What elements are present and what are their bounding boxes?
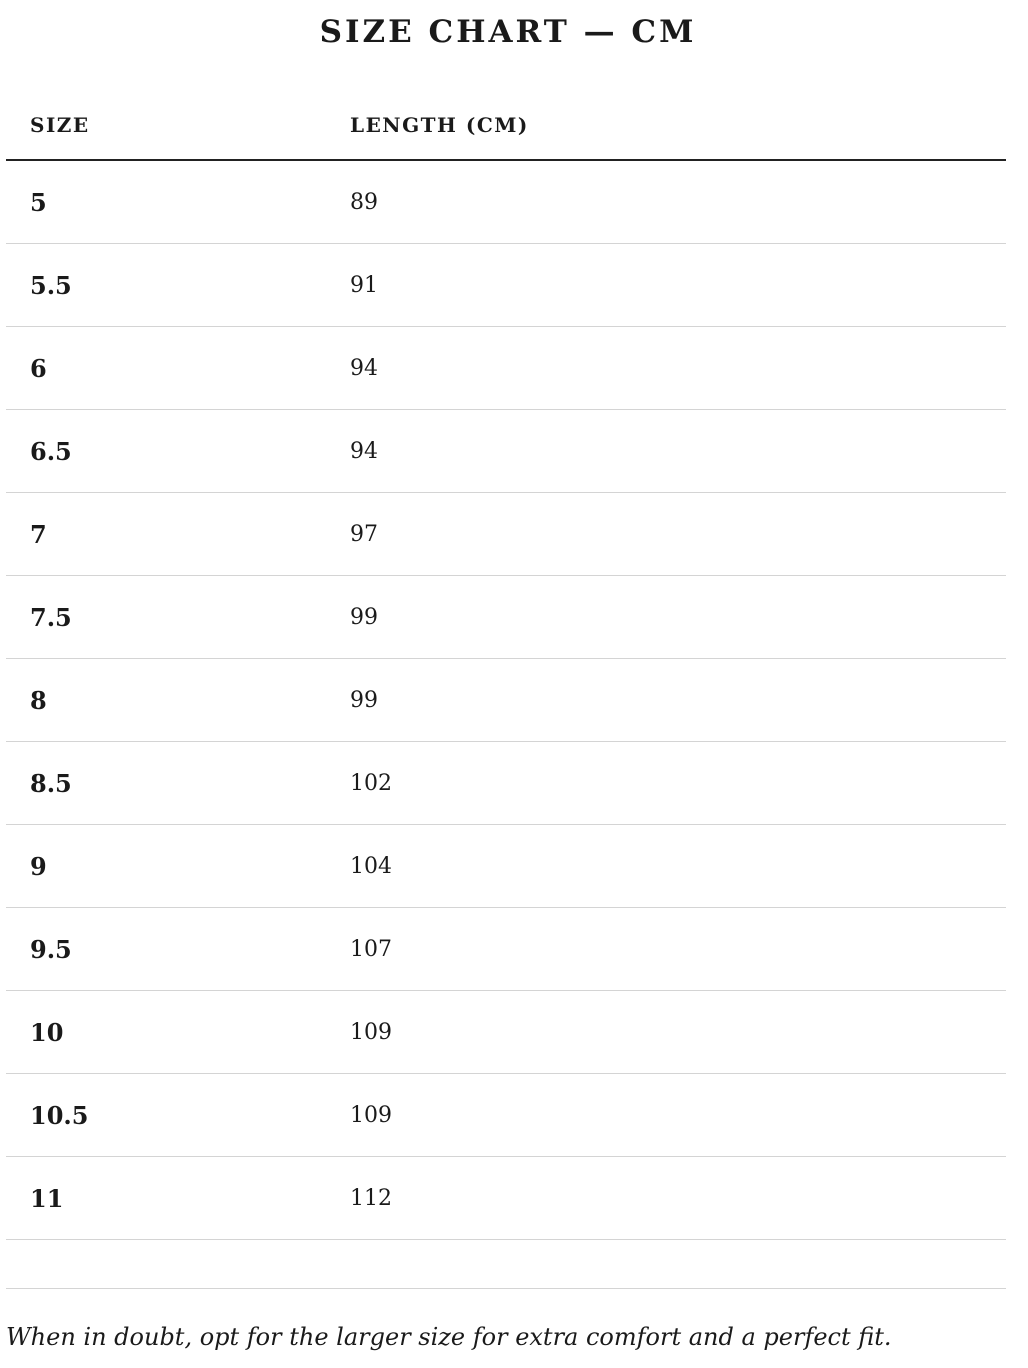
table-row bbox=[6, 659, 1006, 742]
table-row bbox=[6, 410, 1006, 493]
size-cell: 10 bbox=[30, 1018, 64, 1047]
size-cell: 9.5 bbox=[30, 935, 72, 964]
column-header-size: SIZE bbox=[30, 113, 90, 137]
size-cell: 6.5 bbox=[30, 437, 72, 466]
length-cell: 97 bbox=[350, 522, 378, 547]
size-cell: 7.5 bbox=[30, 603, 72, 632]
length-cell: 109 bbox=[350, 1103, 392, 1128]
length-cell: 109 bbox=[350, 1020, 392, 1045]
table-body bbox=[6, 161, 1006, 1240]
length-cell: 99 bbox=[350, 605, 378, 630]
size-cell: 5.5 bbox=[30, 271, 72, 300]
size-cell: 8.5 bbox=[30, 769, 72, 798]
table-row bbox=[6, 1074, 1006, 1157]
table-end-spacer bbox=[6, 1240, 1006, 1289]
table-row bbox=[6, 825, 1006, 908]
table-header-row bbox=[6, 78, 1006, 161]
length-cell: 94 bbox=[350, 356, 378, 381]
table-row bbox=[6, 742, 1006, 825]
size-cell: 7 bbox=[30, 520, 47, 549]
table-row bbox=[6, 1157, 1006, 1240]
table-row bbox=[6, 576, 1006, 659]
table-row bbox=[6, 161, 1006, 244]
table-row bbox=[6, 991, 1006, 1074]
size-cell: 9 bbox=[30, 852, 47, 881]
size-cell: 6 bbox=[30, 354, 47, 383]
length-cell: 89 bbox=[350, 190, 378, 215]
length-cell: 94 bbox=[350, 439, 378, 464]
length-cell: 102 bbox=[350, 771, 392, 796]
fit-advice-note: When in doubt, opt for the larger size for extra comfort and a perfect fit. bbox=[6, 1323, 892, 1351]
length-cell: 91 bbox=[350, 273, 378, 298]
size-cell: 11 bbox=[30, 1184, 64, 1213]
length-cell: 99 bbox=[350, 688, 378, 713]
length-cell: 104 bbox=[350, 854, 392, 879]
size-cell: 8 bbox=[30, 686, 47, 715]
table-row bbox=[6, 493, 1006, 576]
table-row bbox=[6, 327, 1006, 410]
page-title: SIZE CHART — CM bbox=[319, 14, 697, 50]
size-cell: 5 bbox=[30, 188, 47, 217]
column-header-length: LENGTH (CM) bbox=[350, 113, 529, 137]
table-row bbox=[6, 244, 1006, 327]
length-cell: 112 bbox=[350, 1186, 392, 1211]
table-row bbox=[6, 908, 1006, 991]
length-cell: 107 bbox=[350, 937, 392, 962]
size-cell: 10.5 bbox=[30, 1101, 89, 1130]
size-table bbox=[6, 78, 1006, 1289]
